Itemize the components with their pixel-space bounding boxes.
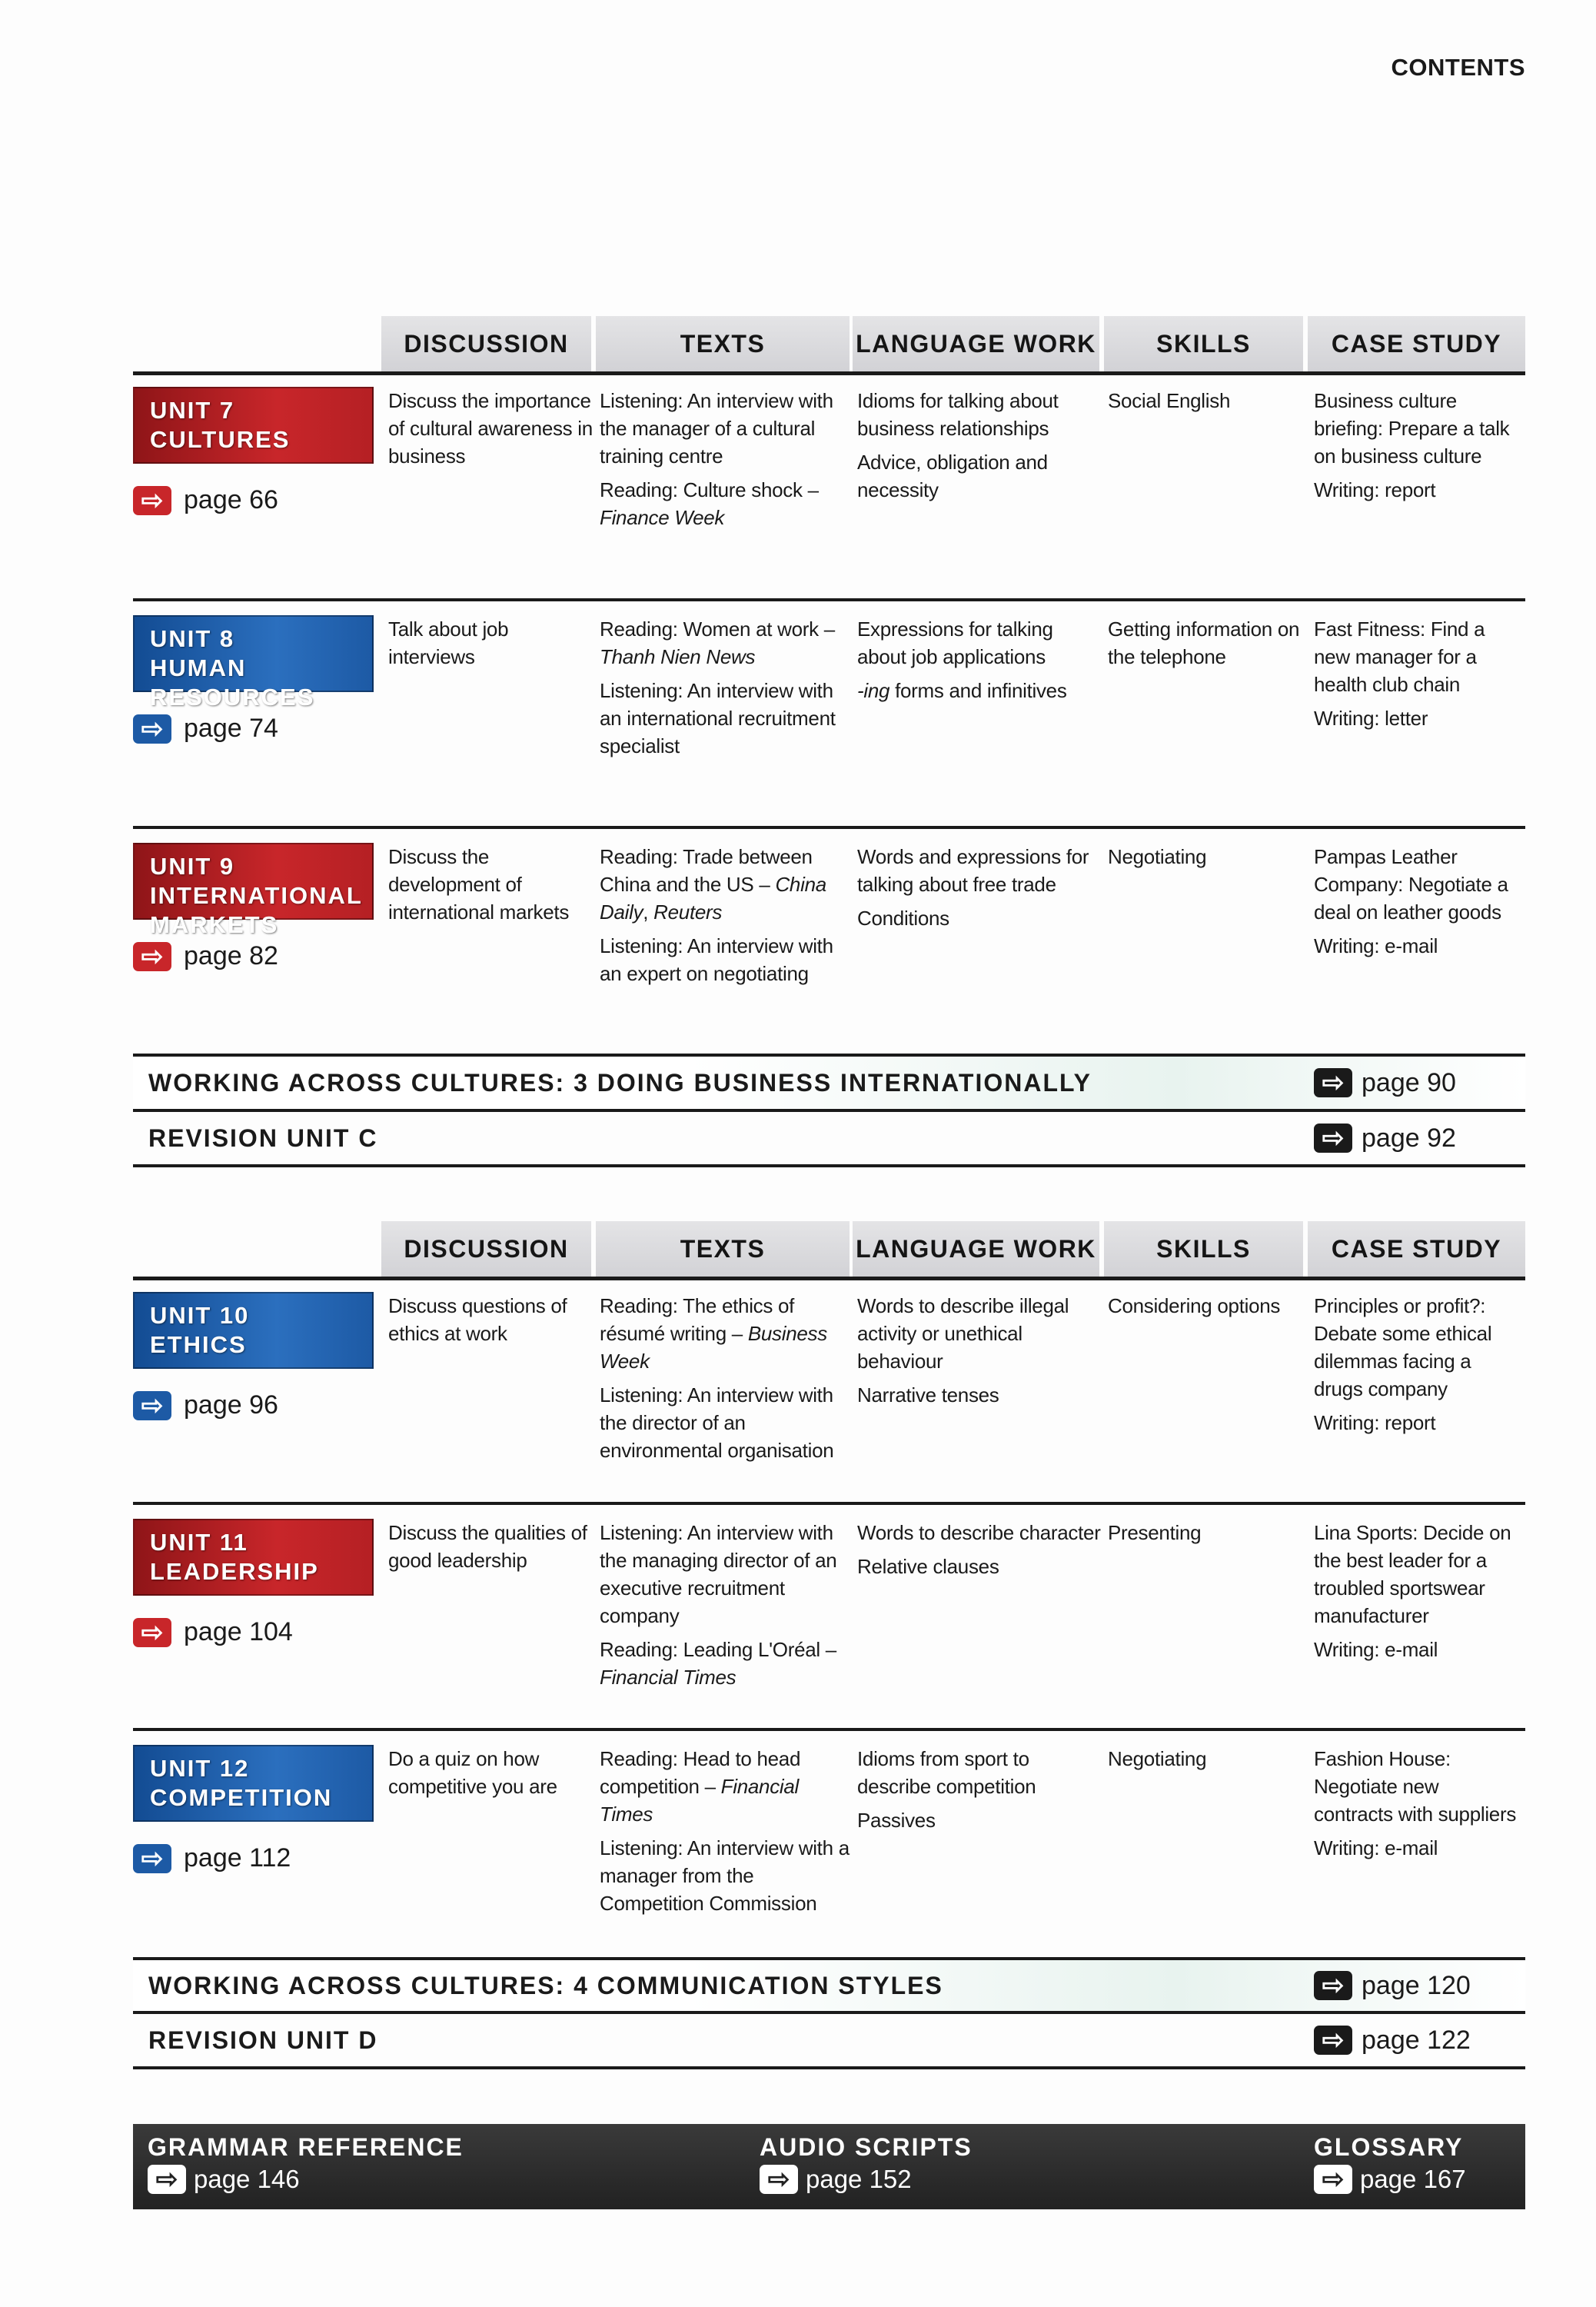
page-number: page 74 [184,714,278,743]
language-cell [857,615,1108,766]
text-segment: Expressions for talking about job applications [857,618,1053,668]
text-segment: Writing: e-mail [1314,1638,1438,1661]
text-segment: Advice, obligation and necessity [857,451,1048,501]
text-segment: Words and expressions for talking about free trade [857,845,1089,896]
unit-cell [133,387,388,538]
text-segment: Pampas Leather Company: Negotiate a deal on leather goods [1314,845,1508,924]
footer-item[interactable] [760,2133,973,2194]
case-item [1314,1745,1519,1828]
column-header: SKILLS [1104,1221,1303,1277]
column-header: DISCUSSION [381,316,591,371]
column-header-row [133,316,1525,375]
text-segment: Words to describe character [857,1521,1101,1544]
discussion-cell [388,843,600,994]
page-number: page 112 [184,1843,291,1873]
text-segment: Discuss the importance of cultural awareness in business [388,389,593,468]
text-segment: Principles or profit?: Debate some ethical dilemmas facing a drugs company [1314,1294,1492,1400]
unit-badge[interactable] [133,387,374,464]
discussion-cell [388,387,600,538]
arrow-right-icon: ⇨ [1314,2026,1352,2055]
column-header: LANGUAGE WORK [853,1221,1099,1277]
unit-badge[interactable] [133,1519,374,1596]
band-page-link[interactable] [1314,2026,1471,2056]
text-segment: Listening: An interview with the manager of a cultural training centre [600,389,833,468]
column-header: CASE STUDY [1308,316,1525,371]
text-segment: Presenting [1108,1521,1202,1544]
text-segment: Listening: An interview with an international recruitment specialist [600,679,836,757]
page-number: page 167 [1360,2165,1466,2193]
language-item [857,1381,1102,1409]
unit-title-line: UNIT 11 [150,1529,248,1556]
page-number: page 90 [1362,1067,1456,1097]
arrow-right-icon: ⇨ [133,1844,171,1873]
case-cell [1314,1292,1525,1470]
language-item [857,615,1102,671]
unit-row [133,1731,1525,1960]
text-segment: Considering options [1108,1294,1281,1317]
texts-item [600,1636,851,1691]
text-segment: Do a quiz on how competitive you are [388,1747,557,1798]
page-number: page 92 [1362,1123,1456,1153]
text-segment: Idioms from sport to describe competition [857,1747,1036,1798]
unit-badge[interactable] [133,1745,374,1822]
column-header: TEXTS [596,316,850,371]
case-item [1314,843,1519,926]
text-segment: Negotiating [1108,845,1207,868]
texts-cell [600,615,857,766]
unit-page-link[interactable] [133,1390,388,1420]
texts-cell [600,843,857,994]
unit-cell [133,1745,388,1923]
unit-cell [133,1519,388,1697]
text-segment: Reading: The ethics of résumé writing – [600,1294,795,1345]
skills-item [1108,843,1308,871]
arrow-right-icon: ⇨ [133,1391,171,1420]
text-segment: forms and infinitives [889,679,1067,702]
page-number: page 104 [184,1617,293,1646]
discussion-item [388,843,594,926]
text-segment: Listening: An interview with the managing director of an executive recruitment company [600,1521,837,1627]
footer-bar [133,2124,1525,2209]
text-segment: Listening: An interview with a manager from the Competition Commission [600,1836,850,1915]
band-label: WORKING ACROSS CULTURES: 4 COMMUNICATION STYLES [148,1971,943,1999]
texts-item [600,1292,851,1375]
language-item [857,677,1102,704]
case-item [1314,1292,1519,1403]
arrow-right-icon: ⇨ [133,714,171,744]
skills-cell [1108,843,1314,994]
skills-cell [1108,1292,1314,1470]
unit-grid [133,373,1525,538]
arrow-right-icon: ⇨ [1314,1971,1352,2000]
texts-cell [600,1292,857,1470]
case-item [1314,1519,1519,1630]
discussion-cell [388,1745,600,1923]
discussion-cell [388,615,600,766]
texts-item [600,932,851,987]
case-item [1314,1636,1519,1663]
column-header: TEXTS [596,1221,850,1277]
text-segment: Financial Times [600,1666,736,1689]
text-segment: China Daily [600,873,826,924]
revision-row[interactable] [133,2014,1525,2069]
arrow-right-icon: ⇨ [1314,2165,1352,2194]
skills-item [1108,1292,1308,1320]
text-segment: Writing: letter [1314,707,1428,730]
unit-grid [133,1731,1525,1923]
texts-item [600,843,851,926]
unit-row [133,1505,1525,1731]
language-item [857,904,1102,932]
footer-item[interactable] [148,2133,464,2194]
case-cell [1314,1745,1525,1923]
unit-row [133,1278,1525,1505]
discussion-item [388,387,594,470]
text-segment: Reuters [653,900,723,924]
working-across-cultures-row[interactable] [133,1057,1525,1112]
page-number: page 146 [194,2165,300,2193]
unit-page-link[interactable] [133,714,388,744]
unit-grid [133,601,1525,766]
text-segment: Words to describe illegal activity or unethical behaviour [857,1294,1069,1373]
skills-cell [1108,1519,1314,1697]
unit-badge[interactable] [133,615,374,711]
case-cell [1314,843,1525,994]
unit-title-line: UNIT 12 [150,1755,250,1782]
unit-title-line: INTERNATIONAL [150,882,363,909]
text-segment: Narrative tenses [857,1383,999,1407]
unit-title-line: MARKETS [150,911,279,938]
text-segment: Social English [1108,389,1231,412]
text-segment: Negotiating [1108,1747,1207,1770]
unit-title-line: UNIT 8 [150,625,235,652]
working-across-cultures-row[interactable] [133,1960,1525,2014]
page-number: page 66 [184,485,278,514]
text-segment: Idioms for talking about business relationships [857,389,1059,440]
arrow-right-icon: ⇨ [133,486,171,515]
unit-title-line: LEADERSHIP [150,1558,319,1585]
language-item [857,1553,1102,1580]
text-segment: Reading: Women at work – [600,618,835,641]
text-segment: -ing [857,679,890,702]
footer-title: GRAMMAR REFERENCE [148,2133,464,2161]
column-header-row [133,1221,1525,1280]
band-page-link[interactable] [1314,1124,1456,1154]
texts-item [600,1745,851,1828]
language-item [857,1806,1102,1834]
unit-badge[interactable] [133,843,374,938]
footer-page-link[interactable] [760,2165,973,2194]
texts-item [600,615,851,671]
texts-item [600,476,851,531]
unit-grid [133,829,1525,994]
text-segment: Talk about job interviews [388,618,509,668]
language-item [857,1519,1102,1546]
column-header: CASE STUDY [1308,1221,1525,1277]
language-item [857,1745,1102,1800]
case-item [1314,932,1519,960]
text-segment: Passives [857,1809,936,1832]
text-segment: Reading: Leading L'Oréal – [600,1638,836,1661]
skills-cell [1108,615,1314,766]
case-item [1314,615,1519,698]
skills-item [1108,1519,1308,1546]
discussion-item [388,615,594,671]
case-item [1314,1834,1519,1862]
unit-title-line: UNIT 7 [150,397,235,424]
column-header: LANGUAGE WORK [853,316,1099,371]
text-segment: Finance Week [600,506,725,529]
unit-row [133,373,1525,601]
discussion-item [388,1519,594,1574]
text-segment: Conditions [857,907,949,930]
text-segment: Writing: e-mail [1314,934,1438,957]
language-cell [857,1292,1108,1470]
unit-title-line: CULTURES [150,426,291,453]
text-segment: Reading: Culture shock – [600,478,819,501]
footer-title: GLOSSARY [1314,2133,1464,2161]
page-title: CONTENTS [1391,54,1525,81]
column-header: DISCUSSION [381,1221,591,1277]
discussion-item [388,1745,594,1800]
band-label: REVISION UNIT D [148,2026,378,2054]
case-item [1314,1409,1519,1436]
case-item [1314,387,1519,470]
unit-title-line: UNIT 10 [150,1302,250,1329]
skills-item [1108,1745,1308,1773]
text-segment: Fashion House: Negotiate new contracts with suppliers [1314,1747,1517,1826]
discussion-cell [388,1292,600,1470]
band-page-link[interactable] [1314,1068,1456,1098]
text-segment: , [643,900,654,924]
discussion-cell [388,1519,600,1697]
text-segment: Writing: report [1314,1411,1436,1434]
column-header: SKILLS [1104,316,1303,371]
unit-page-link[interactable] [133,485,388,515]
text-segment: Writing: e-mail [1314,1836,1438,1859]
texts-cell [600,1745,857,1923]
unit-title-line: ETHICS [150,1331,247,1358]
case-cell [1314,1519,1525,1697]
text-segment: Fast Fitness: Find a new manager for a health club chain [1314,618,1485,696]
language-cell [857,843,1108,994]
language-item [857,387,1102,442]
text-segment: Lina Sports: Decide on the best leader for a troubled sportswear manufacturer [1314,1521,1511,1627]
text-segment: Discuss the development of international markets [388,845,570,924]
page-number: page 120 [1362,1970,1471,2000]
unit-grid [133,1278,1525,1470]
texts-item [600,1834,851,1917]
arrow-right-icon: ⇨ [133,942,171,971]
language-item [857,843,1102,898]
band-label: WORKING ACROSS CULTURES: 3 DOING BUSINESS INTERNATIONALLY [148,1068,1092,1097]
text-segment: Reading: Head to head competition – [600,1747,801,1798]
skills-cell [1108,387,1314,538]
skills-item [1108,615,1308,671]
text-segment: Thanh Nien News [600,645,756,668]
unit-page-link[interactable] [133,1843,388,1873]
unit-title-line: RESOURCES [150,684,315,711]
language-cell [857,387,1108,538]
language-item [857,1292,1102,1375]
arrow-right-icon: ⇨ [760,2165,798,2194]
case-item [1314,704,1519,732]
text-segment: Discuss the qualities of good leadership [388,1521,587,1572]
text-segment: Getting information on the telephone [1108,618,1300,668]
text-segment: Discuss questions of ethics at work [388,1294,567,1345]
unit-page-link[interactable] [133,941,388,971]
unit-title-line: HUMAN [150,654,247,681]
unit-badge[interactable] [133,1292,374,1369]
arrow-right-icon: ⇨ [148,2165,186,2194]
language-cell [857,1519,1108,1697]
text-segment: Business Week [600,1322,827,1373]
texts-item [600,1519,851,1630]
footer-title: AUDIO SCRIPTS [760,2133,973,2161]
arrow-right-icon: ⇨ [133,1618,171,1647]
footer-page-link[interactable] [148,2165,464,2194]
arrow-right-icon: ⇨ [1314,1068,1352,1097]
text-segment: Listening: An interview with the director of an environmental organisation [600,1383,834,1462]
text-segment: Relative clauses [857,1555,999,1578]
footer-item[interactable] [1314,2133,1466,2194]
texts-cell [600,1519,857,1697]
unit-cell [133,615,388,766]
case-item [1314,476,1519,504]
page-number: page 152 [806,2165,912,2193]
band-page-link[interactable] [1314,1971,1471,2001]
unit-page-link[interactable] [133,1617,388,1647]
discussion-item [388,1292,594,1347]
unit-title-line: COMPETITION [150,1784,333,1811]
texts-cell [600,387,857,538]
page-number: page 82 [184,941,278,970]
text-segment: Reading: Trade between China and the US – [600,845,813,896]
text-segment: Writing: report [1314,478,1436,501]
case-cell [1314,387,1525,538]
skills-cell [1108,1745,1314,1923]
texts-item [600,1381,851,1464]
unit-grid [133,1505,1525,1697]
band-label: REVISION UNIT C [148,1124,378,1152]
page-number: page 96 [184,1390,278,1420]
unit-cell [133,843,388,994]
unit-row [133,829,1525,1057]
text-segment: Listening: An interview with an expert on negotiating [600,934,833,985]
texts-item [600,387,851,470]
arrow-right-icon: ⇨ [1314,1124,1352,1153]
unit-cell [133,1292,388,1470]
revision-row[interactable] [133,1112,1525,1167]
language-cell [857,1745,1108,1923]
page-number: page 122 [1362,2025,1471,2055]
language-item [857,448,1102,504]
text-segment: Financial Times [600,1775,800,1826]
case-cell [1314,615,1525,766]
texts-item [600,677,851,760]
unit-row [133,601,1525,829]
skills-item [1108,387,1308,414]
unit-title-line: UNIT 9 [150,853,235,880]
text-segment: Business culture briefing: Prepare a talk on business culture [1314,389,1510,468]
footer-page-link[interactable] [1314,2165,1466,2194]
